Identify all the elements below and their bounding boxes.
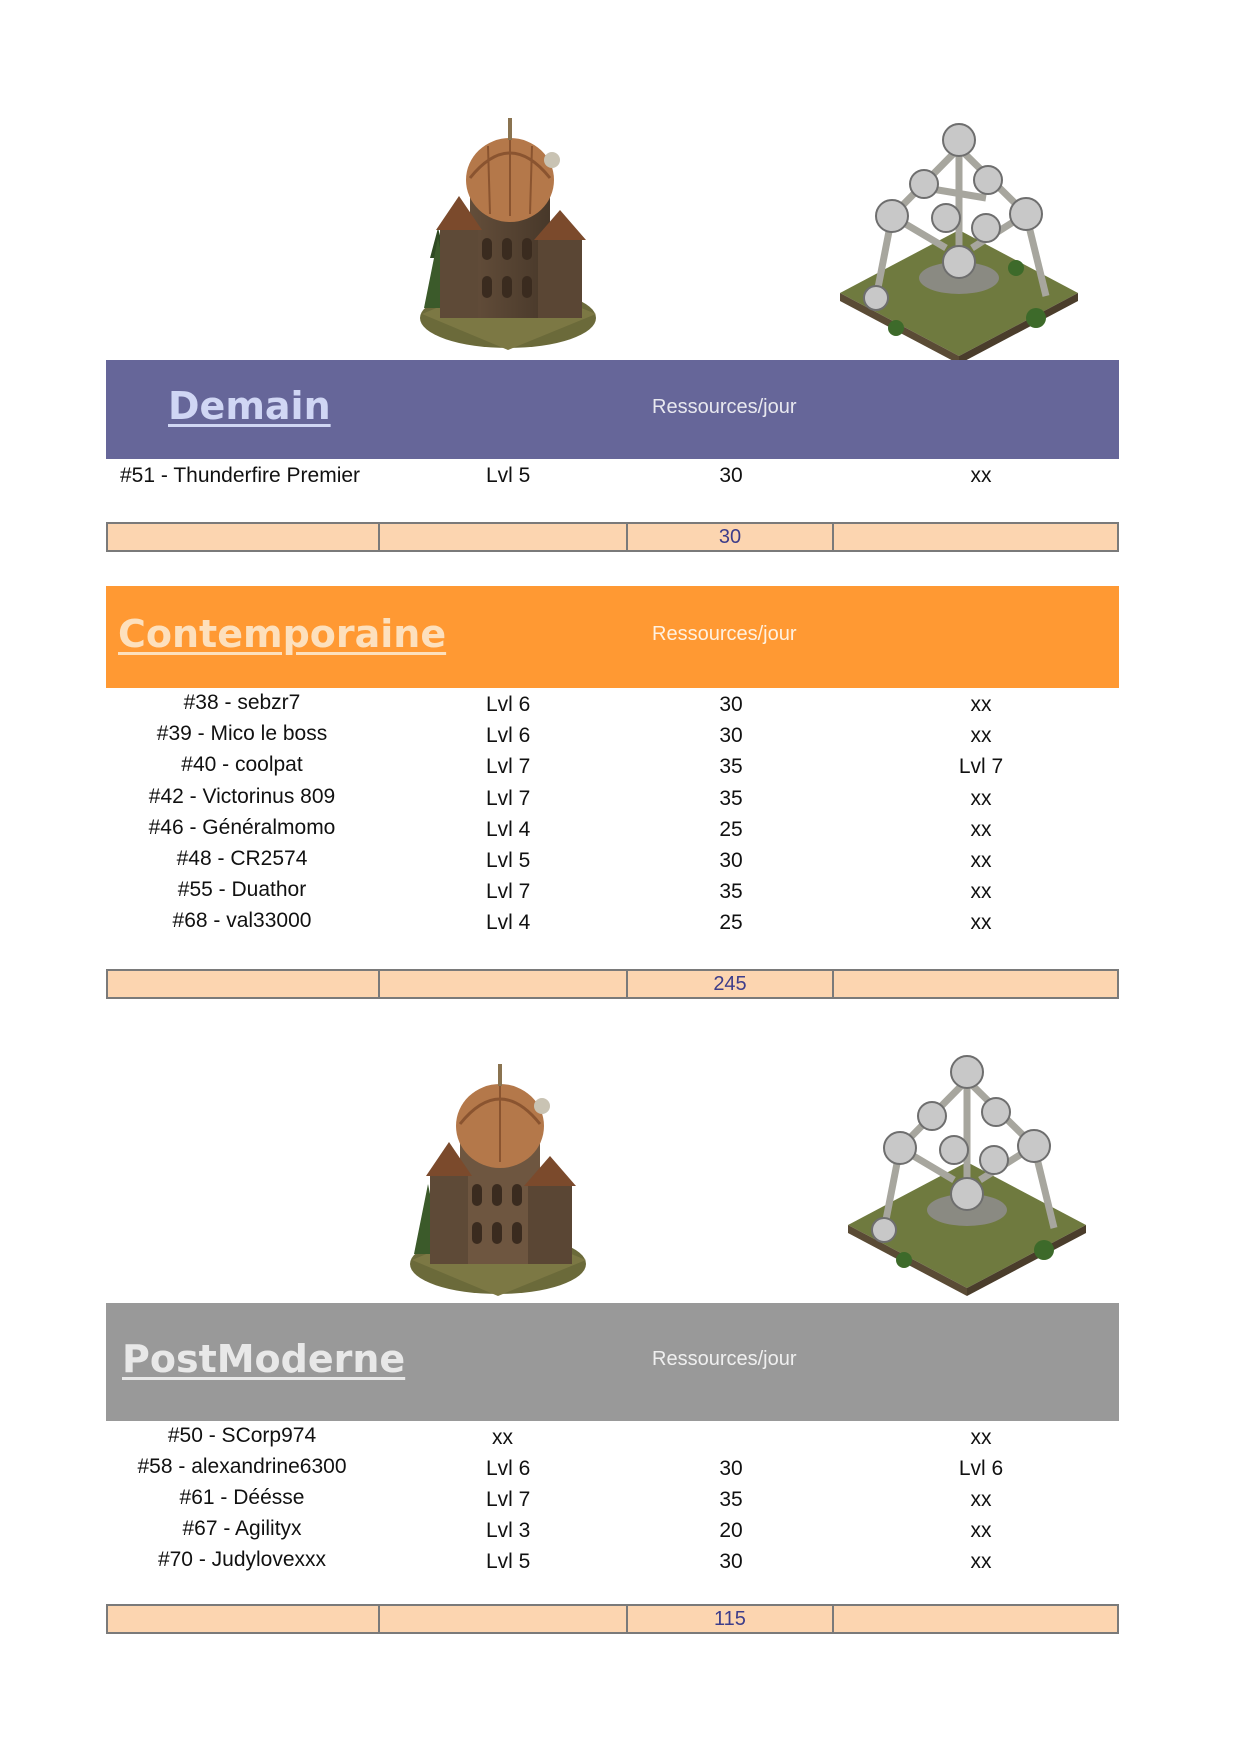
player-name: #42 - Victorinus 809 <box>148 785 336 808</box>
level: Lvl 3 <box>486 1519 531 1542</box>
extra-value: Lvl 6 <box>958 1457 1004 1480</box>
extra-value: xx <box>970 1488 992 1511</box>
observatory-building-image <box>410 118 600 354</box>
resources-value: 30 <box>719 464 743 487</box>
table-row <box>106 719 1119 749</box>
player-name: #46 - Généralmomo <box>148 816 336 839</box>
section-header-postmoderne <box>106 1303 1119 1421</box>
table-row <box>106 1421 1119 1451</box>
extra-value: xx <box>970 724 992 747</box>
resources-value: 35 <box>719 787 743 810</box>
extra-value: xx <box>970 787 992 810</box>
section-header-demain <box>106 360 1119 459</box>
player-name: #39 - Mico le boss <box>156 722 328 745</box>
player-name: #58 - alexandrine6300 <box>137 1455 347 1478</box>
total-row <box>106 522 1119 552</box>
level: Lvl 4 <box>486 818 531 841</box>
table-row <box>106 875 1119 905</box>
resources-value: 30 <box>719 849 743 872</box>
extra-value: xx <box>970 849 992 872</box>
player-name: #67 - Agilityx <box>182 1517 302 1540</box>
section-title: Demain <box>168 384 331 428</box>
level: Lvl 7 <box>486 1488 531 1511</box>
level: Lvl 7 <box>486 880 531 903</box>
extra-value: xx <box>970 1426 992 1449</box>
level: Lvl 6 <box>486 724 531 747</box>
resources-value: 30 <box>719 724 743 747</box>
level: Lvl 5 <box>486 464 531 487</box>
resources-value: 25 <box>719 911 743 934</box>
table-row <box>106 1545 1119 1575</box>
player-name: #55 - Duathor <box>177 878 307 901</box>
table-row <box>106 750 1119 780</box>
level: Lvl 5 <box>486 1550 531 1573</box>
table-row <box>106 1452 1119 1482</box>
table-row <box>106 688 1119 718</box>
atomium-building-image <box>844 1050 1090 1296</box>
player-name: #48 - CR2574 <box>176 847 308 870</box>
player-name: #40 - coolpat <box>181 753 303 776</box>
table-row <box>106 461 1119 491</box>
resources-value: 30 <box>719 693 743 716</box>
atomium-building-image <box>836 118 1082 364</box>
resources-label: Ressources/jour <box>652 396 797 418</box>
table-row <box>106 813 1119 843</box>
level: Lvl 5 <box>486 849 531 872</box>
extra-value: xx <box>970 1519 992 1542</box>
total-row <box>106 1604 1119 1634</box>
player-name: #68 - val33000 <box>172 909 312 932</box>
section-title: PostModerne <box>122 1337 406 1381</box>
player-name: #51 - Thunderfire Premier <box>120 464 361 487</box>
table-row <box>106 1483 1119 1513</box>
extra-value: xx <box>970 693 992 716</box>
resources-value: 30 <box>719 1457 743 1480</box>
resources-value: 35 <box>719 755 743 778</box>
section-title: Contemporaine <box>118 612 447 656</box>
extra-value: xx <box>970 818 992 841</box>
level: Lvl 4 <box>486 911 531 934</box>
level: Lvl 7 <box>486 787 531 810</box>
extra-value: xx <box>970 911 992 934</box>
resources-value: 35 <box>719 1488 743 1511</box>
extra-value: Lvl 7 <box>958 755 1004 778</box>
table-row <box>106 1514 1119 1544</box>
player-name: #38 - sebzr7 <box>183 691 301 714</box>
level: Lvl 6 <box>486 693 531 716</box>
resources-label: Ressources/jour <box>652 1348 797 1370</box>
player-name: #50 - SCorp974 <box>167 1424 317 1447</box>
player-name: #70 - Judylovexxx <box>157 1548 327 1571</box>
level: Lvl 7 <box>486 755 531 778</box>
level: xx <box>492 1426 513 1449</box>
total-value: 115 <box>628 1606 834 1632</box>
extra-value: xx <box>970 464 992 487</box>
observatory-building-image <box>400 1064 590 1300</box>
resources-value: 20 <box>719 1519 743 1542</box>
section-header-contemporaine <box>106 586 1119 688</box>
level: Lvl 6 <box>486 1457 531 1480</box>
player-name: #61 - Déésse <box>179 1486 305 1509</box>
total-value: 245 <box>628 971 834 997</box>
extra-value: xx <box>970 1550 992 1573</box>
resources-value: 25 <box>719 818 743 841</box>
table-row <box>106 782 1119 812</box>
table-row <box>106 906 1119 936</box>
resources-value: 30 <box>719 1550 743 1573</box>
total-value: 30 <box>628 524 834 550</box>
resources-value: 35 <box>719 880 743 903</box>
resources-label: Ressources/jour <box>652 623 797 645</box>
extra-value: xx <box>970 880 992 903</box>
table-row <box>106 844 1119 874</box>
total-row <box>106 969 1119 999</box>
